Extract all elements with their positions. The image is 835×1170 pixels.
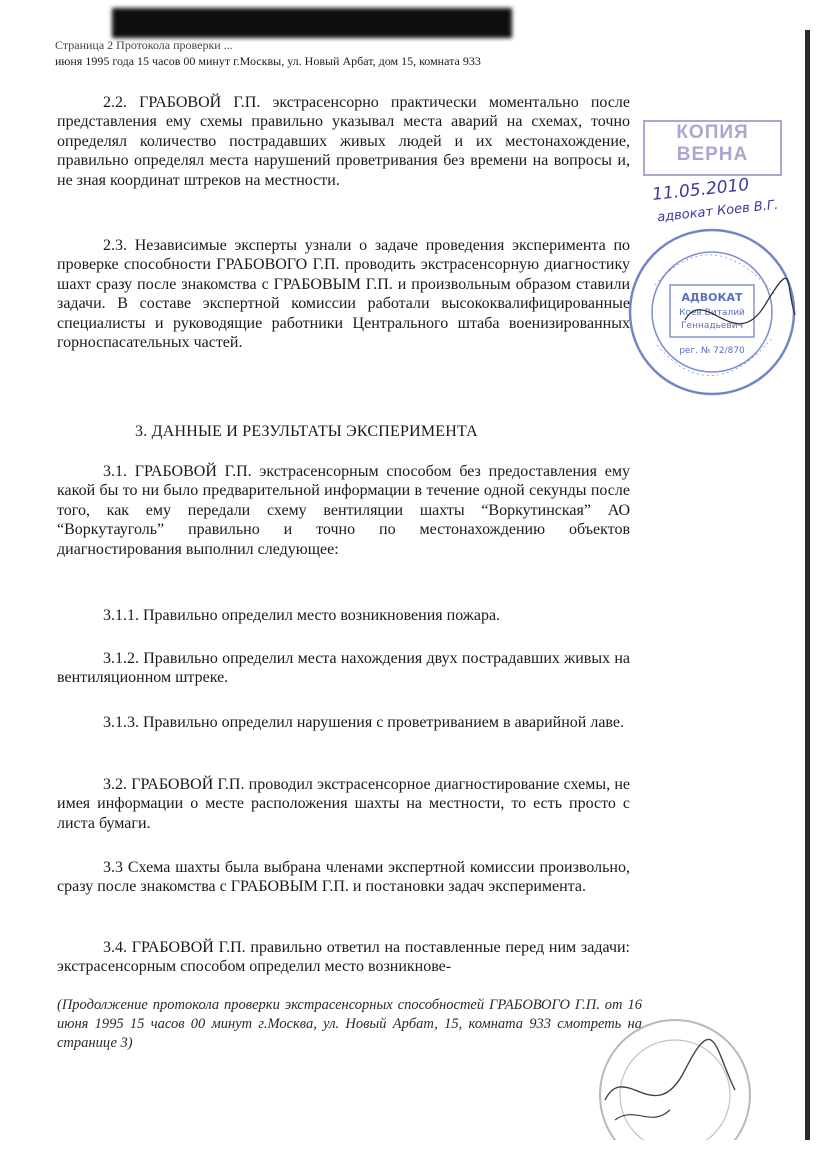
- paragraph-3-1: 3.1. ГРАБОВОЙ Г.П. экстрасенсорным способом без предоставления ему какой бы то ни было предварительной информации в течение одной секунды после того, как ему передали схему вентиляции шахты “Воркутинская” АО “Воркутауголь” правильно и точно по местонахождению объектов диагностирования выполнил следующее:: [57, 463, 630, 558]
- svg-text:АДВОКАТ: АДВОКАТ: [681, 291, 743, 304]
- copy-verified-stamp: [643, 120, 782, 176]
- paragraph-2-3: 2.3. Независимые эксперты узнали о задаче проведения эксперимента по проверке способности ГРАБОВОГО Г.П. проводить экстрасенсорную диагностику шахт сразу после знакомства с ГРАБОВЫМ Г.П. и произвольным образом ставили задачи. В составе экспертной комиссии работали высококвалифицированные специалисты и руководящие работники Центрального штаба военизированных горноспасательных частей.: [57, 237, 630, 352]
- paragraph-3-3: 3.3 Схема шахты была выбрана членами экспертной комиссии произвольно, сразу после знакомства с ГРАБОВЫМ Г.П. и постановки задач эксперимента.: [57, 859, 630, 896]
- paragraph-3-4: 3.4. ГРАБОВОЙ Г.П. правильно ответил на поставленные перед ним задачи: экстрасенсорным способом определил место возникнове-: [57, 939, 630, 976]
- paragraph-3-2: 3.2. ГРАБОВОЙ Г.П. проводил экстрасенсорное диагностирование схемы, не имея информации о месте расположения шахты на местности, то есть просто с листа бумаги.: [57, 776, 630, 832]
- svg-text:Коев Виталий: Коев Виталий: [679, 308, 745, 318]
- continuation-note: (Продолжение протокола проверки экстрасенсорных способностей ГРАБОВОГО Г.П. от 16 июня 1995 15 часов 00 минут г.Москва, ул. Новый Арбат, 15, комната 933 смотреть на странице 3): [57, 997, 642, 1051]
- copy-stamp-line-1: КОПИЯ: [676, 122, 749, 143]
- paragraph-2-2: 2.2. ГРАБОВОЙ Г.П. экстрасенсорно практически моментально после представления ему схемы правильно указывал места аварий на схемах, точно определял количество пострадавших живых людей и их местонахождение, правильно определял места нарушений проветривания без времени на вопросы и, не зная координат штреков на местности.: [57, 94, 630, 189]
- handwritten-date: 11.05.2010: [651, 174, 751, 206]
- header-redaction: [112, 8, 512, 38]
- handwritten-signature-note: адвокат Коев В.Г.: [656, 197, 779, 226]
- right-scan-border: [805, 30, 810, 1140]
- svg-text:рег. № 72/870: рег. № 72/870: [679, 346, 745, 356]
- paragraph-3-1-2: 3.1.2. Правильно определил места нахождения двух пострадавших живых на вентиляционном штреке.: [57, 650, 630, 687]
- bottom-round-seal: [565, 1010, 765, 1140]
- svg-text:Геннадьевич: Геннадьевич: [681, 321, 743, 331]
- lawyer-round-seal: [625, 225, 800, 400]
- page-header-line-2: июня 1995 года 15 часов 00 минут г.Москвы, ул. Новый Арбат, дом 15, комната 933: [55, 54, 481, 68]
- section-3-title: 3. ДАННЫЕ И РЕЗУЛЬТАТЫ ЭКСПЕРИМЕНТА: [135, 423, 478, 440]
- page-header-line-1: Страница 2 Протокола проверки ...: [55, 38, 233, 52]
- paragraph-3-1-3: 3.1.3. Правильно определил нарушения с проветриванием в аварийной лаве.: [103, 714, 624, 731]
- paragraph-3-1-1: 3.1.1. Правильно определил место возникновения пожара.: [103, 607, 501, 624]
- copy-stamp-line-2: ВЕРНА: [676, 144, 749, 165]
